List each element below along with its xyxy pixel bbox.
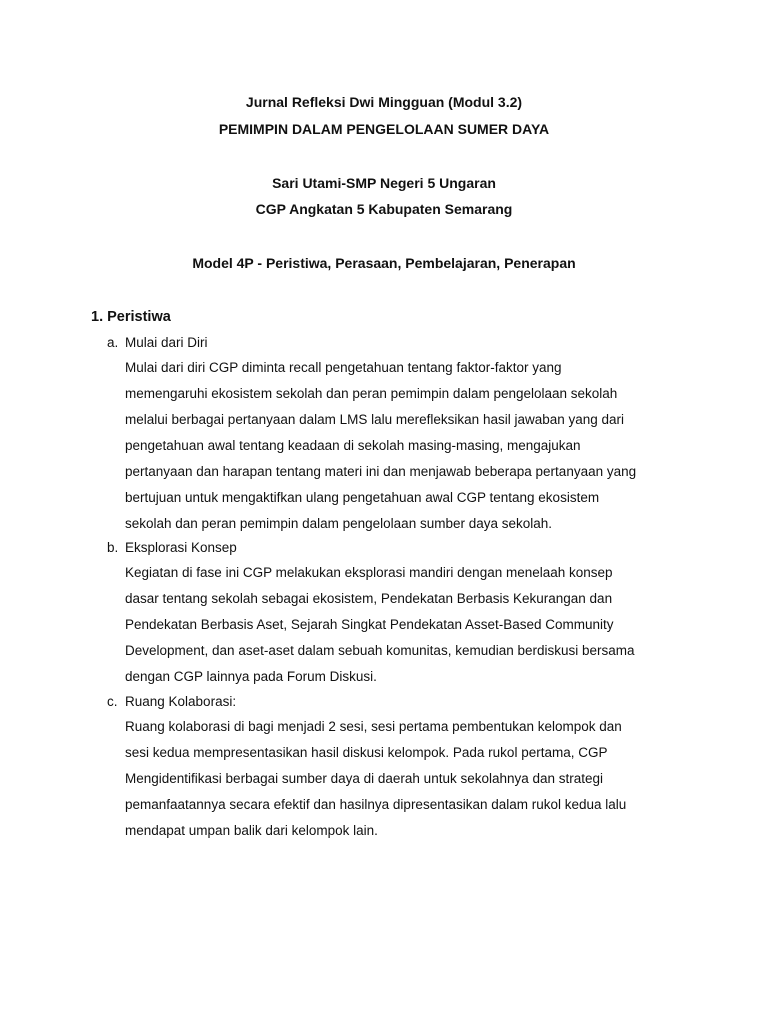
author-line: Sari Utami-SMP Negeri 5 Ungaran bbox=[272, 175, 496, 191]
section-heading: 1. Peristiwa bbox=[91, 309, 171, 325]
item-label: Ruang Kolaborasi: bbox=[125, 694, 237, 709]
journal-title: Jurnal Refleksi Dwi Mingguan (Modul 3.2) bbox=[245, 94, 523, 110]
list-marker: b. bbox=[107, 540, 119, 555]
list-marker: a. bbox=[107, 335, 119, 350]
item-label: Mulai dari Diri bbox=[125, 335, 208, 350]
paragraph-ruang-kolaborasi: Ruang kolaborasi di bagi menjadi 2 sesi, sesi pertama pembentukan kelompok dan sesi kedua mempresentasikan hasil diskusi kelompok. Pada rukol pertama, CGP Mengidentifikasi berbagai sumber daya di daerah untuk sekolahnya dan strategi pemanfaatannya secara efektif dan hasilnya dipresentasikan dalam rukol kedua lalu mendapat umpan balik dari kelompok lain. bbox=[125, 719, 627, 838]
cohort-line: CGP Angkatan 5 Kabupaten Semarang bbox=[255, 201, 513, 217]
item-heading-mulai-dari-diri bbox=[107, 334, 208, 352]
model-line: Model 4P - Peristiwa, Perasaan, Pembelajaran, Penerapan bbox=[192, 255, 576, 271]
paragraph-mulai-dari-diri: Mulai dari diri CGP diminta recall pengetahuan tentang faktor-faktor yang memengaruhi ekosistem sekolah dan peran pemimpin dalam pengelolaan sekolah melalui berbagai pertanyaan dalam LMS lalu merefleksikan hasil jawaban yang dari pengetahuan awal tentang keadaan di sekolah masing-masing, mengajukan pertanyaan dan harapan tentang materi ini dan menjawab beberapa pertanyaan yang bertujuan untuk mengaktifkan ulang pengetahuan awal CGP tentang ekosistem sekolah dan peran pemimpin dalam pengelolaan sumber daya sekolah. bbox=[125, 360, 637, 531]
list-marker: c. bbox=[107, 694, 118, 709]
paragraph-eksplorasi-konsep: Kegiatan di fase ini CGP melakukan eksplorasi mandiri dengan menelaah konsep dasar tentang sekolah sebagai ekosistem, Pendekatan Berbasis Kekurangan dan Pendekatan Berbasis Aset, Sejarah Singkat Pendekatan Asset-Based Community Development, dan aset-aset dalam sebuah komunitas, kemudian berdiskusi bersama dengan CGP lainnya pada Forum Diskusi. bbox=[125, 565, 635, 684]
item-heading-ruang-kolaborasi bbox=[107, 693, 236, 711]
item-label: Eksplorasi Konsep bbox=[125, 540, 237, 555]
item-heading-eksplorasi-konsep bbox=[107, 539, 237, 557]
module-title: PEMIMPIN DALAM PENGELOLAAN SUMER DAYA bbox=[218, 121, 550, 137]
